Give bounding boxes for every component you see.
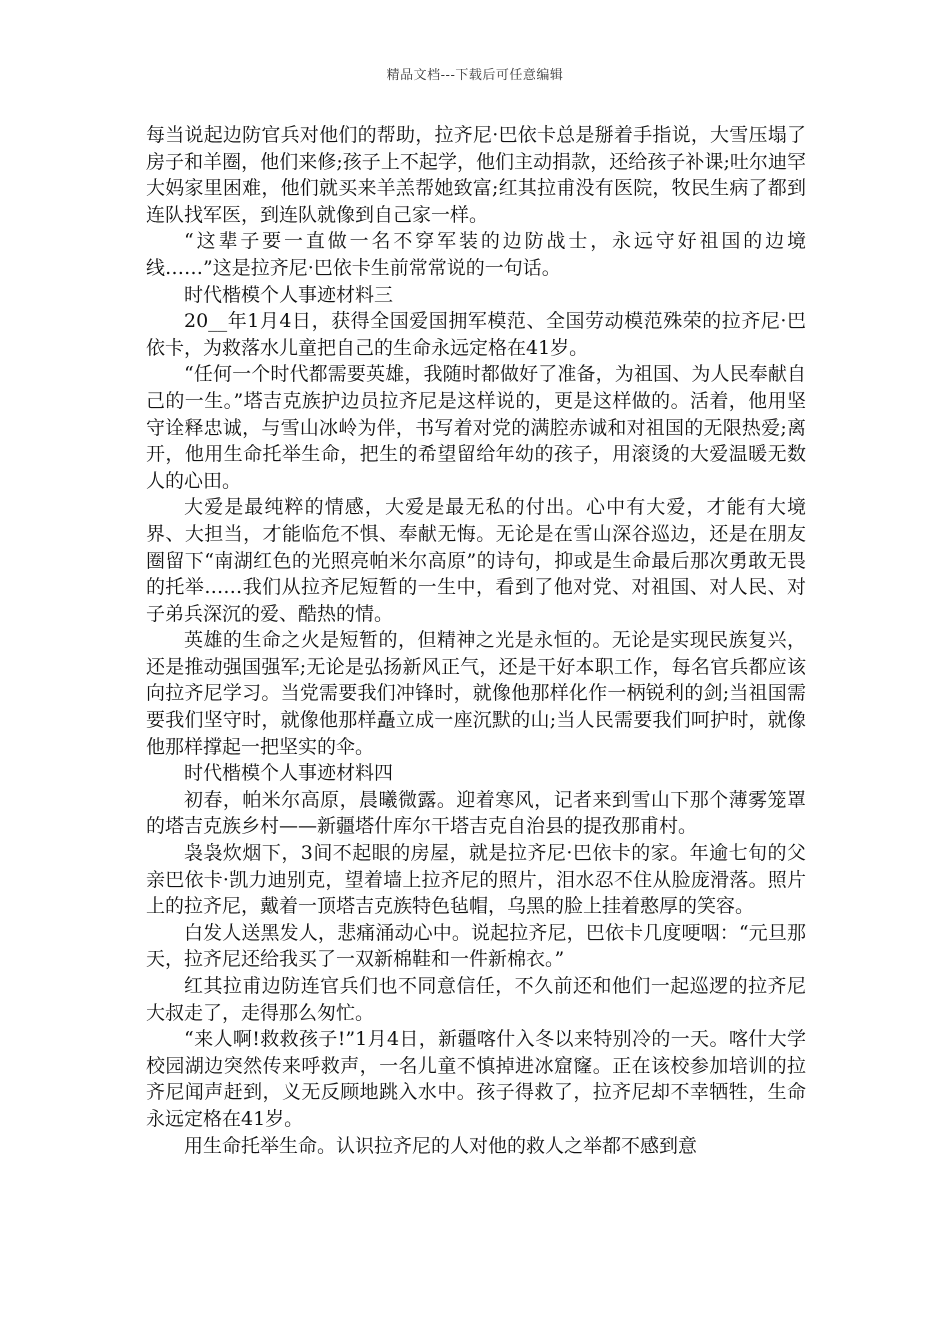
paragraph-5: 大爱是最纯粹的情感，大爱是最无私的付出。心中有大爱，才能有大境界、大担当，才能临危不惧、奉献无悔。无论是在雪山深谷巡边，还是在朋友圈留下“南湖红色的光照亮帕米尔高原”的诗句，抑或是生命最后那次勇敢无畏的托举……我们从拉齐尼短暂的一生中，看到了他对党、对祖国、对人民、对子弟兵深沉的爱、酷热的情。 (146, 496, 806, 625)
paragraph-8: 袅袅炊烟下，3间不起眼的房屋，就是拉齐尼·巴依卡的家。年逾七旬的父亲巴依卡·凯力迪别克，望着墙上拉齐尼的照片，泪水忍不住从脸庞滑落。照片上的拉齐尼，戴着一顶塔吉克族特色毡帽，乌黑的脸上挂着憨厚的笑容。 (146, 842, 806, 918)
paragraph-9: 白发人送黑发人，悲痛涌动心中。说起拉齐尼，巴依卡几度哽咽：“元旦那天，拉齐尼还给我买了一双新棉鞋和一件新棉衣。” (146, 921, 806, 971)
paragraph-2: “这辈子要一直做一名不穿军装的边防战士，永远守好祖国的边境线……”这是拉齐尼·巴依卡生前常常说的一句话。 (146, 230, 806, 279)
paragraph-7: 初春，帕米尔高原，晨曦微露。迎着寒风，记者来到雪山下那个薄雾笼罩的塔吉克族乡村——新疆塔什库尔干塔吉克自治县的提孜那甫村。 (146, 788, 806, 838)
paragraph-4: “任何一个时代都需要英雄，我随时都做好了准备，为祖国、为人民奉献自己的一生。”塔吉克族护边员拉齐尼是这样说的，更是这样做的。活着，他用坚守诠释忠诚，与雪山冰岭为伴，书写着对党的满腔赤诚和对祖国的无限热爱;离开，他用生命托举生命，把生的希望留给年幼的孩子，用滚烫的大爱温暖无数人的心田。 (146, 363, 806, 492)
paragraph-3: 20__年1月4日，获得全国爱国拥军模范、全国劳动模范殊荣的拉齐尼·巴依卡，为救落水儿童把自己的生命永远定格在41岁。 (146, 310, 806, 359)
page-header: 精品文档---下载后可任意编辑 (386, 68, 564, 83)
section-heading-3: 时代楷模个人事迹材料三 (184, 283, 394, 306)
paragraph-10: 红其拉甫边防连官兵们也不同意信任，不久前还和他们一起巡逻的拉齐尼大叔走了，走得那么匆忙。 (146, 975, 806, 1024)
paragraph-1: 每当说起边防官兵对他们的帮助，拉齐尼·巴依卡总是掰着手指说，大雪压塌了房子和羊圈，他们来修;孩子上不起学，他们主动捐款，还给孩子补课;吐尔迪罕大妈家里困难，他们就买来羊羔帮她致富;红其拉甫没有医院，牧民生病了都到连队找军医，到连队就像到自己家一样。 (146, 124, 806, 226)
paragraph-12: 用生命托举生命。认识拉齐尼的人对他的救人之举都不感到意 (184, 1134, 698, 1157)
paragraph-11: “来人啊!救救孩子!”1月4日，新疆喀什入冬以来特别冷的一天。喀什大学校园湖边突然传来呼救声，一名儿童不慎掉进冰窟窿。正在该校参加培训的拉齐尼闻声赶到，义无反顾地跳入水中。孩子得救了，拉齐尼却不幸牺牲，生命永远定格在41岁。 (146, 1028, 806, 1130)
document-body (146, 122, 806, 1159)
section-heading-4: 时代楷模个人事迹材料四 (184, 762, 394, 785)
paragraph-6: 英雄的生命之火是短暂的，但精神之光是永恒的。无论是实现民族复兴，还是推动强国强军;无论是弘扬新风正气，还是干好本职工作，每名官兵都应该向拉齐尼学习。当党需要我们冲锋时，就像他那样化作一柄锐利的剑;当祖国需要我们坚守时，就像他那样矗立成一座沉默的山;当人民需要我们呵护时，就像他那样撑起一把坚实的伞。 (146, 629, 806, 758)
